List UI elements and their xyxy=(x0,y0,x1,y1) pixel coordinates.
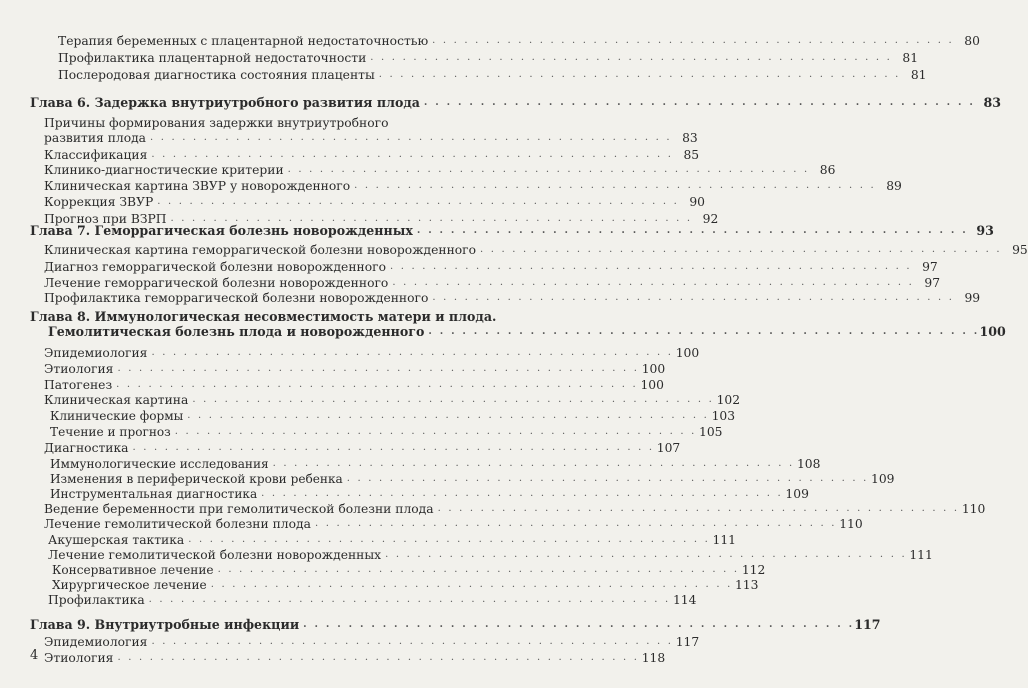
toc-entry-page: 81 xyxy=(902,51,919,65)
toc-entry-title: Клиническая картина ЗВУР у новорожденного xyxy=(44,179,351,193)
leader-dots: . . . . . . . . . . . . . . . . . . . . . . . . . . . . . . . . . . . . . . . . . . . . . . . . . xyxy=(148,594,671,605)
leader-dots: . . . . . . . . . . . . . . . . . . . . . . . . . . . . . . . . . . . . . . . . . . . . . . . . . xyxy=(432,292,955,303)
toc-entry-title: Лечение геморрагической болезни новорожденного xyxy=(44,276,389,290)
toc-entry xyxy=(44,114,419,130)
toc-entry-title: Иммунологические исследования xyxy=(50,457,269,471)
toc-entry-title: Профилактика xyxy=(48,593,145,607)
toc-entry-page: 90 xyxy=(689,195,706,209)
toc-entry xyxy=(44,633,700,649)
toc-entry-title: Клиническая картина геморрагической болезни новорожденного xyxy=(44,243,477,257)
toc-entry-title: Диагностика xyxy=(44,441,129,455)
toc-entry-title: Глава 9. Внутриутробные инфекции xyxy=(30,617,300,632)
toc-entry-title: Глава 7. Геморрагическая болезнь новорожденных xyxy=(30,223,413,238)
toc-entry-page: 85 xyxy=(683,148,700,162)
leader-dots: . . . . . . . . . . . . . . . . . . . . . . . . . . . . . . . . . . . . . . . . . . . . . . . . . xyxy=(437,503,960,514)
toc-entry-title: Эпидемиология xyxy=(44,635,148,649)
toc-entry xyxy=(44,344,700,360)
toc-entry-title: Лечение гемолитической болезни плода xyxy=(44,517,311,531)
toc-entry xyxy=(58,32,980,48)
toc-entry-title: Причины формирования задержки внутриутробного xyxy=(44,116,389,130)
toc-entry-page: 100 xyxy=(640,378,664,392)
toc-chapter-heading xyxy=(30,616,881,632)
toc-entry xyxy=(44,391,741,407)
leader-dots: . . . . . . . . . . . . . . . . . . . . . . . . . . . . . . . . . . . . . . . . . . . . . . . . . xyxy=(210,579,733,590)
toc-entry xyxy=(58,66,927,82)
toc-entry xyxy=(50,407,736,423)
toc-entry-title: Глава 8. Иммунологическая несовместимость матери и плода. xyxy=(30,309,497,324)
toc-entry xyxy=(50,485,809,501)
toc-entry-title: Патогенез xyxy=(44,378,113,392)
toc-entry xyxy=(48,531,736,547)
toc-entry-page: 100 xyxy=(675,346,700,360)
leader-dots: . . . . . . . . . . . . . . . . . . . . . . . . . . . . . . . . . . . . . . . . . . . . . . . . . xyxy=(385,549,907,560)
toc-entry xyxy=(58,49,919,65)
leader-dots: . . . . . . . . . . . . . . . . . . . . . . . . . . . . . . . . . . . . . . . . . . . . . . . . . xyxy=(192,394,715,405)
leader-dots: . . . . . . . . . . . . . . . . . . . . . . . . . . . . . . . . . . . . . . . . . . . . . . . . . xyxy=(370,52,893,63)
toc-entry xyxy=(44,274,941,290)
toc-entry-page: 107 xyxy=(656,441,681,455)
leader-dots: . . . . . . . . . . . . . . . . . . . . . . . . . . . . . . . . . . . . . . . . . . . . . . . . . xyxy=(151,636,674,647)
toc-chapter-heading xyxy=(30,222,994,238)
toc-entry-page: 100 xyxy=(641,362,666,376)
leader-dots: . . . . . . . . . . . . . . . . . . . . . . . . . . . . . . . . . . . . . . . . . . . . . . . . . xyxy=(416,225,968,236)
leader-dots: . . . . . . . . . . . . . . . . . . . . . . . . . . . . . . . . . . . . . . . . . . . . . . . . . xyxy=(116,379,638,390)
toc-entry-page: 110 xyxy=(839,517,863,531)
leader-dots: . . . . . . . . . . . . . . . . . . . . . . . . . . . . . . . . . . . . . . . . . . . . . . . . . xyxy=(354,180,876,191)
toc-entry-page: 103 xyxy=(711,409,736,423)
toc-entry xyxy=(48,546,933,562)
toc-entry xyxy=(52,561,766,577)
toc-entry-title: Профилактика геморрагической болезни новорожденного xyxy=(44,291,429,305)
toc-entry-page: 93 xyxy=(976,223,994,238)
toc-entry-page: 99 xyxy=(964,291,981,305)
toc-entry-title: Изменения в периферической крови ребенка xyxy=(50,472,343,486)
toc-entry xyxy=(44,515,863,531)
toc-entry-page: 102 xyxy=(716,393,741,407)
toc-entry-page: 97 xyxy=(924,276,941,290)
leader-dots: . . . . . . . . . . . . . . . . . . . . . . . . . . . . . . . . . . . . . . . . . . . . . . . . . xyxy=(303,619,855,630)
toc-entry xyxy=(44,193,706,209)
toc-chapter-heading xyxy=(30,308,497,324)
toc-entry-title: Этиология xyxy=(44,362,114,376)
toc-entry-title: Прогноз при ВЗРП xyxy=(44,212,167,226)
toc-entry xyxy=(44,500,986,516)
toc-entry-title: развития плода xyxy=(44,131,147,145)
leader-dots: . . . . . . . . . . . . . . . . . . . . . . . . . . . . . . . . . . . . . . . . . . . . . . . . . xyxy=(346,473,869,484)
toc-entry xyxy=(44,161,836,177)
toc-entry-page: 108 xyxy=(796,457,821,471)
toc-entry-title: Консервативное лечение xyxy=(52,563,214,577)
toc-entry-page: 111 xyxy=(909,548,933,562)
leader-dots: . . . . . . . . . . . . . . . . . . . . . . . . . . . . . . . . . . . . . . . . . . . . . . . . . xyxy=(117,652,640,663)
toc-entry xyxy=(44,649,666,665)
toc-entry-page: 112 xyxy=(741,563,766,577)
toc-chapter-heading xyxy=(48,323,1006,339)
toc-entry-page: 80 xyxy=(964,34,980,48)
toc-entry xyxy=(44,129,698,145)
leader-dots: . . . . . . . . . . . . . . . . . . . . . . . . . . . . . . . . . . . . . . . . . . . . . . . . . xyxy=(117,363,640,374)
toc-entry-page: 109 xyxy=(871,472,895,486)
toc-entry-title: Клиническая картина xyxy=(44,393,189,407)
toc-entry-title: Клинико-диагностические критерии xyxy=(44,163,284,177)
toc-entry xyxy=(44,177,902,193)
toc-entry-page: 95 xyxy=(1012,243,1028,257)
leader-dots: . . . . . . . . . . . . . . . . . . . . . . . . . . . . . . . . . . . . . . . . . . . . . . . . . xyxy=(170,213,693,224)
toc-entry-title: Профилактика плацентарной недостаточности xyxy=(58,51,367,65)
leader-dots: . . . . . . . . . . . . . . . . . . . . . . . . . . . . . . . . . . . . . . . . . . . . . . . . . xyxy=(432,35,954,46)
toc-entry-title: Коррекция ЗВУР xyxy=(44,195,154,209)
toc-entry-page: 118 xyxy=(641,651,666,665)
toc-entry-title: Ведение беременности при гемолитической болезни плода xyxy=(44,502,434,516)
toc-entry-title: Послеродовая диагностика состояния плаценты xyxy=(58,68,375,82)
toc-entry xyxy=(44,258,938,274)
toc-entry-title: Лечение гемолитической болезни новорожденных xyxy=(48,548,382,562)
toc-chapter-heading xyxy=(30,94,1002,110)
toc-entry-page: 89 xyxy=(886,179,902,193)
leader-dots: . . . . . . . . . . . . . . . . . . . . . . . . . . . . . . . . . . . . . . . . . . . . . . . . . xyxy=(188,534,710,545)
toc-entry-title: Глава 6. Задержка внутриутробного развития плода xyxy=(30,95,420,110)
leader-dots: . . . . . . . . . . . . . . . . . . . . . . . . . . . . . . . . . . . . . . . . . . . . . . . . . xyxy=(187,410,710,421)
toc-entry-title: Диагноз геморрагической болезни новорожденного xyxy=(44,260,386,274)
toc-entry-page: 105 xyxy=(699,425,723,439)
toc-entry-page: 111 xyxy=(712,533,736,547)
leader-dots: . . . . . . . . . . . . . . . . . . . . . . . . . . . . . . . . . . . . . . . . . . . . . . . . . xyxy=(132,442,655,453)
toc-entry xyxy=(52,576,759,592)
toc-entry-title: Классификация xyxy=(44,148,148,162)
leader-dots: . . . . . . . . . . . . . . . . . . . . . . . . . . . . . . . . . . . . . . . . . . . . . . . . . xyxy=(428,326,980,337)
toc-entry-title: Эпидемиология xyxy=(44,346,148,360)
toc-entry-title: Гемолитическая болезнь плода и новорожденного xyxy=(48,324,425,339)
toc-entry-page: 83 xyxy=(682,131,698,145)
toc-entry xyxy=(50,423,723,439)
toc-entry xyxy=(44,376,664,392)
leader-dots: . . . . . . . . . . . . . . . . . . . . . . . . . . . . . . . . . . . . . . . . . . . . . . . . . xyxy=(151,347,674,358)
toc-entry-page: 110 xyxy=(961,502,986,516)
page-number: 4 xyxy=(30,648,39,663)
leader-dots: . . . . . . . . . . . . . . . . . . . . . . . . . . . . . . . . . . . . . . . . . . . . . . . . . xyxy=(272,458,795,469)
leader-dots: . . . . . . . . . . . . . . . . . . . . . . . . . . . . . . . . . . . . . . . . . . . . . . . . . xyxy=(157,196,680,207)
toc-entry-page: 86 xyxy=(819,163,836,177)
toc-entry-title: Этиология xyxy=(44,651,114,665)
toc-entry-page: 81 xyxy=(910,68,927,82)
toc-entry xyxy=(50,455,821,471)
leader-dots: . . . . . . . . . . . . . . . . . . . . . . . . . . . . . . . . . . . . . . . . . . . . . . . . . xyxy=(389,261,912,272)
toc-entry-page: 97 xyxy=(922,260,938,274)
toc-entry-page: 117 xyxy=(675,635,700,649)
toc-entry xyxy=(50,470,895,486)
toc-entry-title: Клинические формы xyxy=(50,409,184,423)
leader-dots: . . . . . . . . . . . . . . . . . . . . . . . . . . . . . . . . . . . . . . . . . . . . . . . . . xyxy=(287,164,810,175)
toc-entry-page: 117 xyxy=(854,617,881,632)
leader-dots: . . . . . . . . . . . . . . . . . . . . . . . . . . . . . . . . . . . . . . . . . . . . . . . . . xyxy=(174,426,697,437)
toc-entry-title: Течение и прогноз xyxy=(50,425,171,439)
toc-entry xyxy=(48,591,697,607)
toc-entry xyxy=(44,146,700,162)
leader-dots: . . . . . . . . . . . . . . . . . . . . . . . . . . . . . . . . . . . . . . . . . . . . . . . . . xyxy=(314,518,837,529)
toc-entry-page: 109 xyxy=(785,487,809,501)
toc-entry-title: Акушерская тактика xyxy=(48,533,185,547)
leader-dots: . . . . . . . . . . . . . . . . . . . . . . . . . . . . . . . . . . . . . . . . . . . . . . . . . xyxy=(392,277,915,288)
leader-dots: . . . . . . . . . . . . . . . . . . . . . . . . . . . . . . . . . . . . . . . . . . . . . . . . . xyxy=(378,69,901,80)
toc-entry-page: 113 xyxy=(734,578,759,592)
leader-dots: . . . . . . . . . . . . . . . . . . . . . . . . . . . . . . . . . . . . . . . . . . . . . . . . . xyxy=(151,149,674,160)
toc-entry xyxy=(44,241,1028,257)
toc-entry-page: 92 xyxy=(702,212,719,226)
toc-entry-page: 100 xyxy=(979,324,1006,339)
toc-entry xyxy=(44,439,681,455)
toc-entry-page: 83 xyxy=(983,95,1002,110)
toc-entry xyxy=(44,360,666,376)
toc-entry-title: Хирургическое лечение xyxy=(52,578,207,592)
toc-entry-title: Инструментальная диагностика xyxy=(50,487,258,501)
leader-dots: . . . . . . . . . . . . . . . . . . . . . . . . . . . . . . . . . . . . . . . . . . . . . . . . . xyxy=(261,488,783,499)
leader-dots: . . . . . . . . . . . . . . . . . . . . . . . . . . . . . . . . . . . . . . . . . . . . . . . . . xyxy=(480,244,1002,255)
leader-dots: . . . . . . . . . . . . . . . . . . . . . . . . . . . . . . . . . . . . . . . . . . . . . . . . . xyxy=(217,564,740,575)
leader-dots: . . . . . . . . . . . . . . . . . . . . . . . . . . . . . . . . . . . . . . . . . . . . . . . . . xyxy=(423,97,976,108)
toc-entry-title: Терапия беременных с плацентарной недостаточностью xyxy=(58,34,429,48)
toc-entry xyxy=(44,289,981,305)
toc-entry-page: 114 xyxy=(672,593,697,607)
leader-dots: . . . . . . . . . . . . . . . . . . . . . . . . . . . . . . . . . . . . . . . . . . . . . . . . . xyxy=(150,132,672,143)
